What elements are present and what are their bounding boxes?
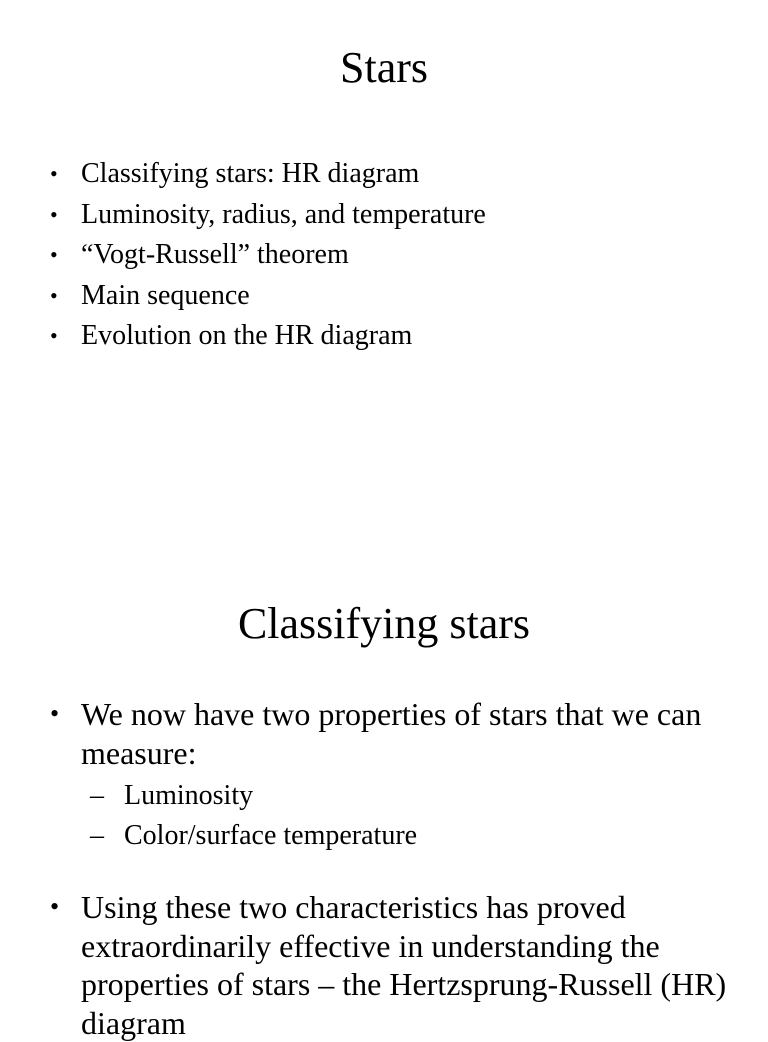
sub-bullet-text: Color/surface temperature	[124, 820, 418, 851]
slide-title: Stars	[340, 43, 428, 92]
list-item	[50, 154, 730, 195]
slide-title: Classifying stars	[237, 599, 531, 648]
bullet-icon: •	[50, 161, 58, 186]
bullet-list	[50, 695, 740, 1042]
dash-icon: –	[90, 820, 104, 851]
sub-bullet-list	[81, 776, 740, 856]
bullet-text: Main sequence	[81, 279, 250, 311]
list-item	[50, 695, 740, 856]
bullet-icon: •	[50, 699, 60, 728]
list-item	[50, 195, 730, 236]
bullet-icon: •	[50, 282, 58, 308]
list-item	[50, 316, 730, 357]
bullet-icon: •	[50, 242, 58, 267]
slide-stars	[0, 0, 768, 512]
list-item	[50, 276, 730, 317]
sub-list-item	[90, 776, 740, 816]
bullet-icon: •	[50, 323, 58, 348]
bullet-icon: •	[50, 201, 58, 227]
sub-list-item	[90, 816, 740, 856]
bullet-icon: •	[50, 892, 60, 921]
bullet-text: “Vogt-Russell” theorem	[81, 239, 349, 270]
bullet-text: Classifying stars: HR diagram	[81, 158, 420, 189]
bullet-text: Luminosity, radius, and temperature	[81, 198, 486, 230]
dash-icon: –	[90, 780, 104, 811]
sub-bullet-text: Luminosity	[124, 780, 254, 811]
bullet-text: Evolution on the HR diagram	[81, 320, 413, 351]
slide-classifying-stars	[0, 512, 768, 1041]
bullet-text: We now have two properties of stars that we can measure:	[81, 696, 702, 771]
bullet-list	[50, 154, 730, 357]
list-item	[50, 888, 740, 1042]
list-item	[50, 235, 730, 276]
bullet-text: Using these two characteristics has proved extraordinarily effective in understanding the properties of stars – the Hertzsprung-Russell (HR) diagram	[81, 889, 727, 1041]
